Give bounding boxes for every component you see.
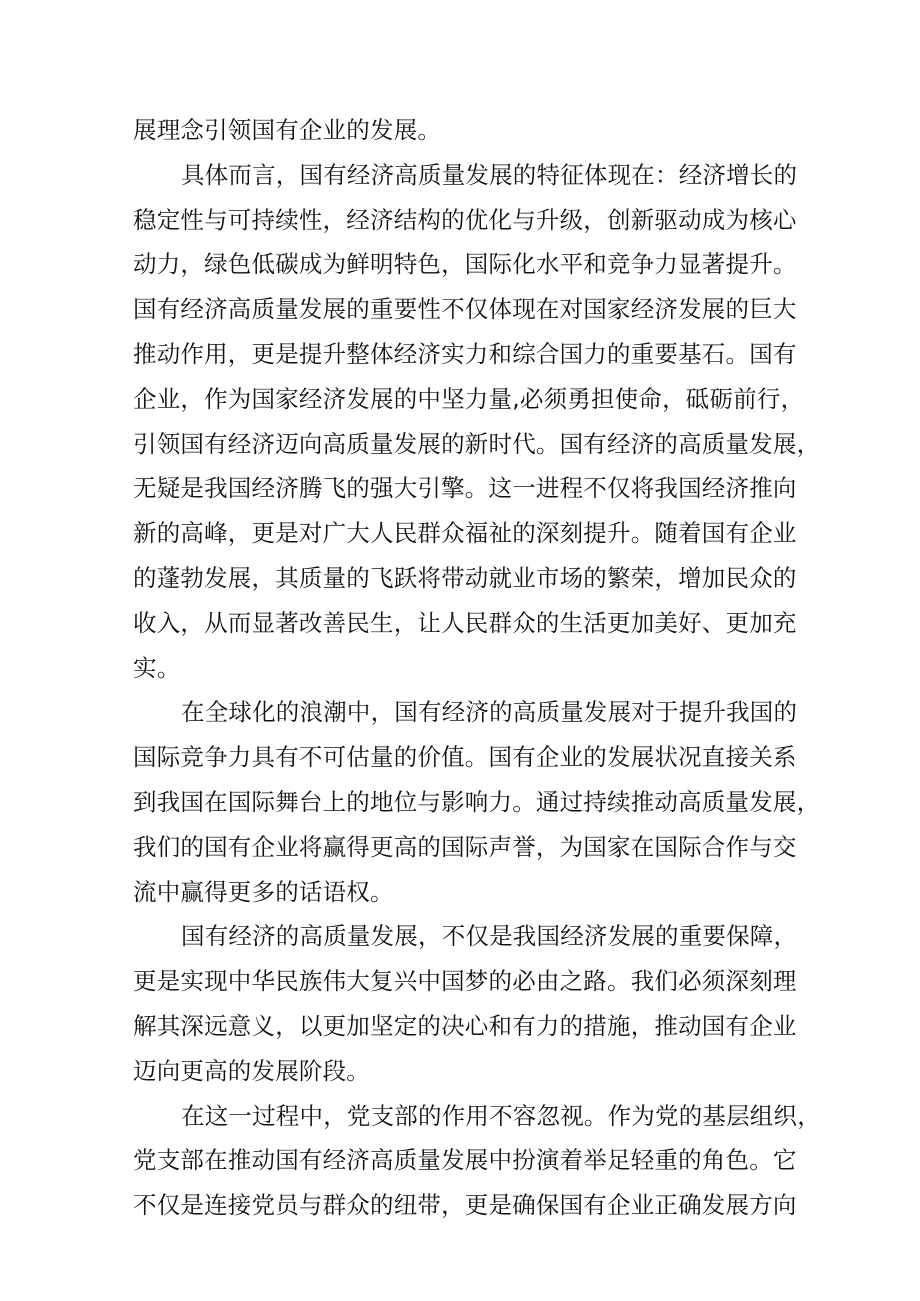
document-body	[133, 108, 821, 1228]
paragraph-first-line: 国有经济的高质量发展，不仅是我国经济发展的重要保障，	[181, 922, 798, 951]
text-line: 更是实现中华民族伟大复兴中国梦的必由之路。我们必须深刻理	[133, 967, 797, 996]
text-line: 稳定性与可持续性，经济结构的优化与升级，创新驱动成为核心	[133, 205, 797, 234]
text-line: 流中赢得更多的话语权。	[133, 877, 394, 906]
text-line: 国有经济高质量发展的重要性不仅体现在对国家经济发展的巨大	[133, 295, 797, 324]
text-line: 动力，绿色低碳成为鲜明特色，国际化水平和竞争力显著提升。	[133, 250, 797, 279]
text-line: 推动作用，更是提升整体经济实力和综合国力的重要基石。国有	[133, 339, 797, 368]
text-line: 企业，作为国家经济发展的中坚力量,必须勇担使命，砥砺前行，	[133, 384, 805, 413]
text-line: 我们的国有企业将赢得更高的国际声誉，为国家在国际合作与交	[133, 832, 797, 861]
text-line: 解其深远意义，以更加坚定的决心和有力的措施，推动国有企业	[133, 1011, 797, 1040]
text-line: 引领国有经济迈向高质量发展的新时代。国有经济的高质量发展，	[133, 429, 821, 458]
text-line: 不仅是连接党员与群众的纽带，更是确保国有企业正确发展方向	[133, 1191, 797, 1220]
text-line: 新的高峰，更是对广大人民群众福祉的深刻提升。随着国有企业	[133, 519, 797, 548]
text-line: 国际竞争力具有不可估量的价值。国有企业的发展状况直接关系	[133, 743, 797, 772]
text-line: 收入，从而显著改善民生，让人民群众的生活更加美好、更加充	[133, 608, 797, 637]
text-line: 实。	[133, 653, 181, 682]
text-line: 展理念引领国有企业的发展。	[133, 116, 442, 144]
text-line: 迈向更高的发展阶段。	[133, 1056, 370, 1085]
paragraph-first-line: 具体而言，国有经济高质量发展的特征体现在：经济增长的	[181, 160, 798, 189]
paragraph-first-line: 在全球化的浪潮中，国有经济的高质量发展对于提升我国的	[181, 698, 798, 727]
paragraph-first-line: 在这一过程中，党支部的作用不容忽视。作为党的基层组织，	[181, 1101, 821, 1130]
text-line: 无疑是我国经济腾飞的强大引擎。这一进程不仅将我国经济推向	[133, 474, 797, 503]
text-line: 到我国在国际舞台上的地位与影响力。通过持续推动高质量发展，	[133, 787, 821, 816]
text-line: 党支部在推动国有经济高质量发展中扮演着举足轻重的角色。它	[133, 1146, 797, 1175]
text-line: 的蓬勃发展，其质量的飞跃将带动就业市场的繁荣，增加民众的	[133, 563, 797, 592]
